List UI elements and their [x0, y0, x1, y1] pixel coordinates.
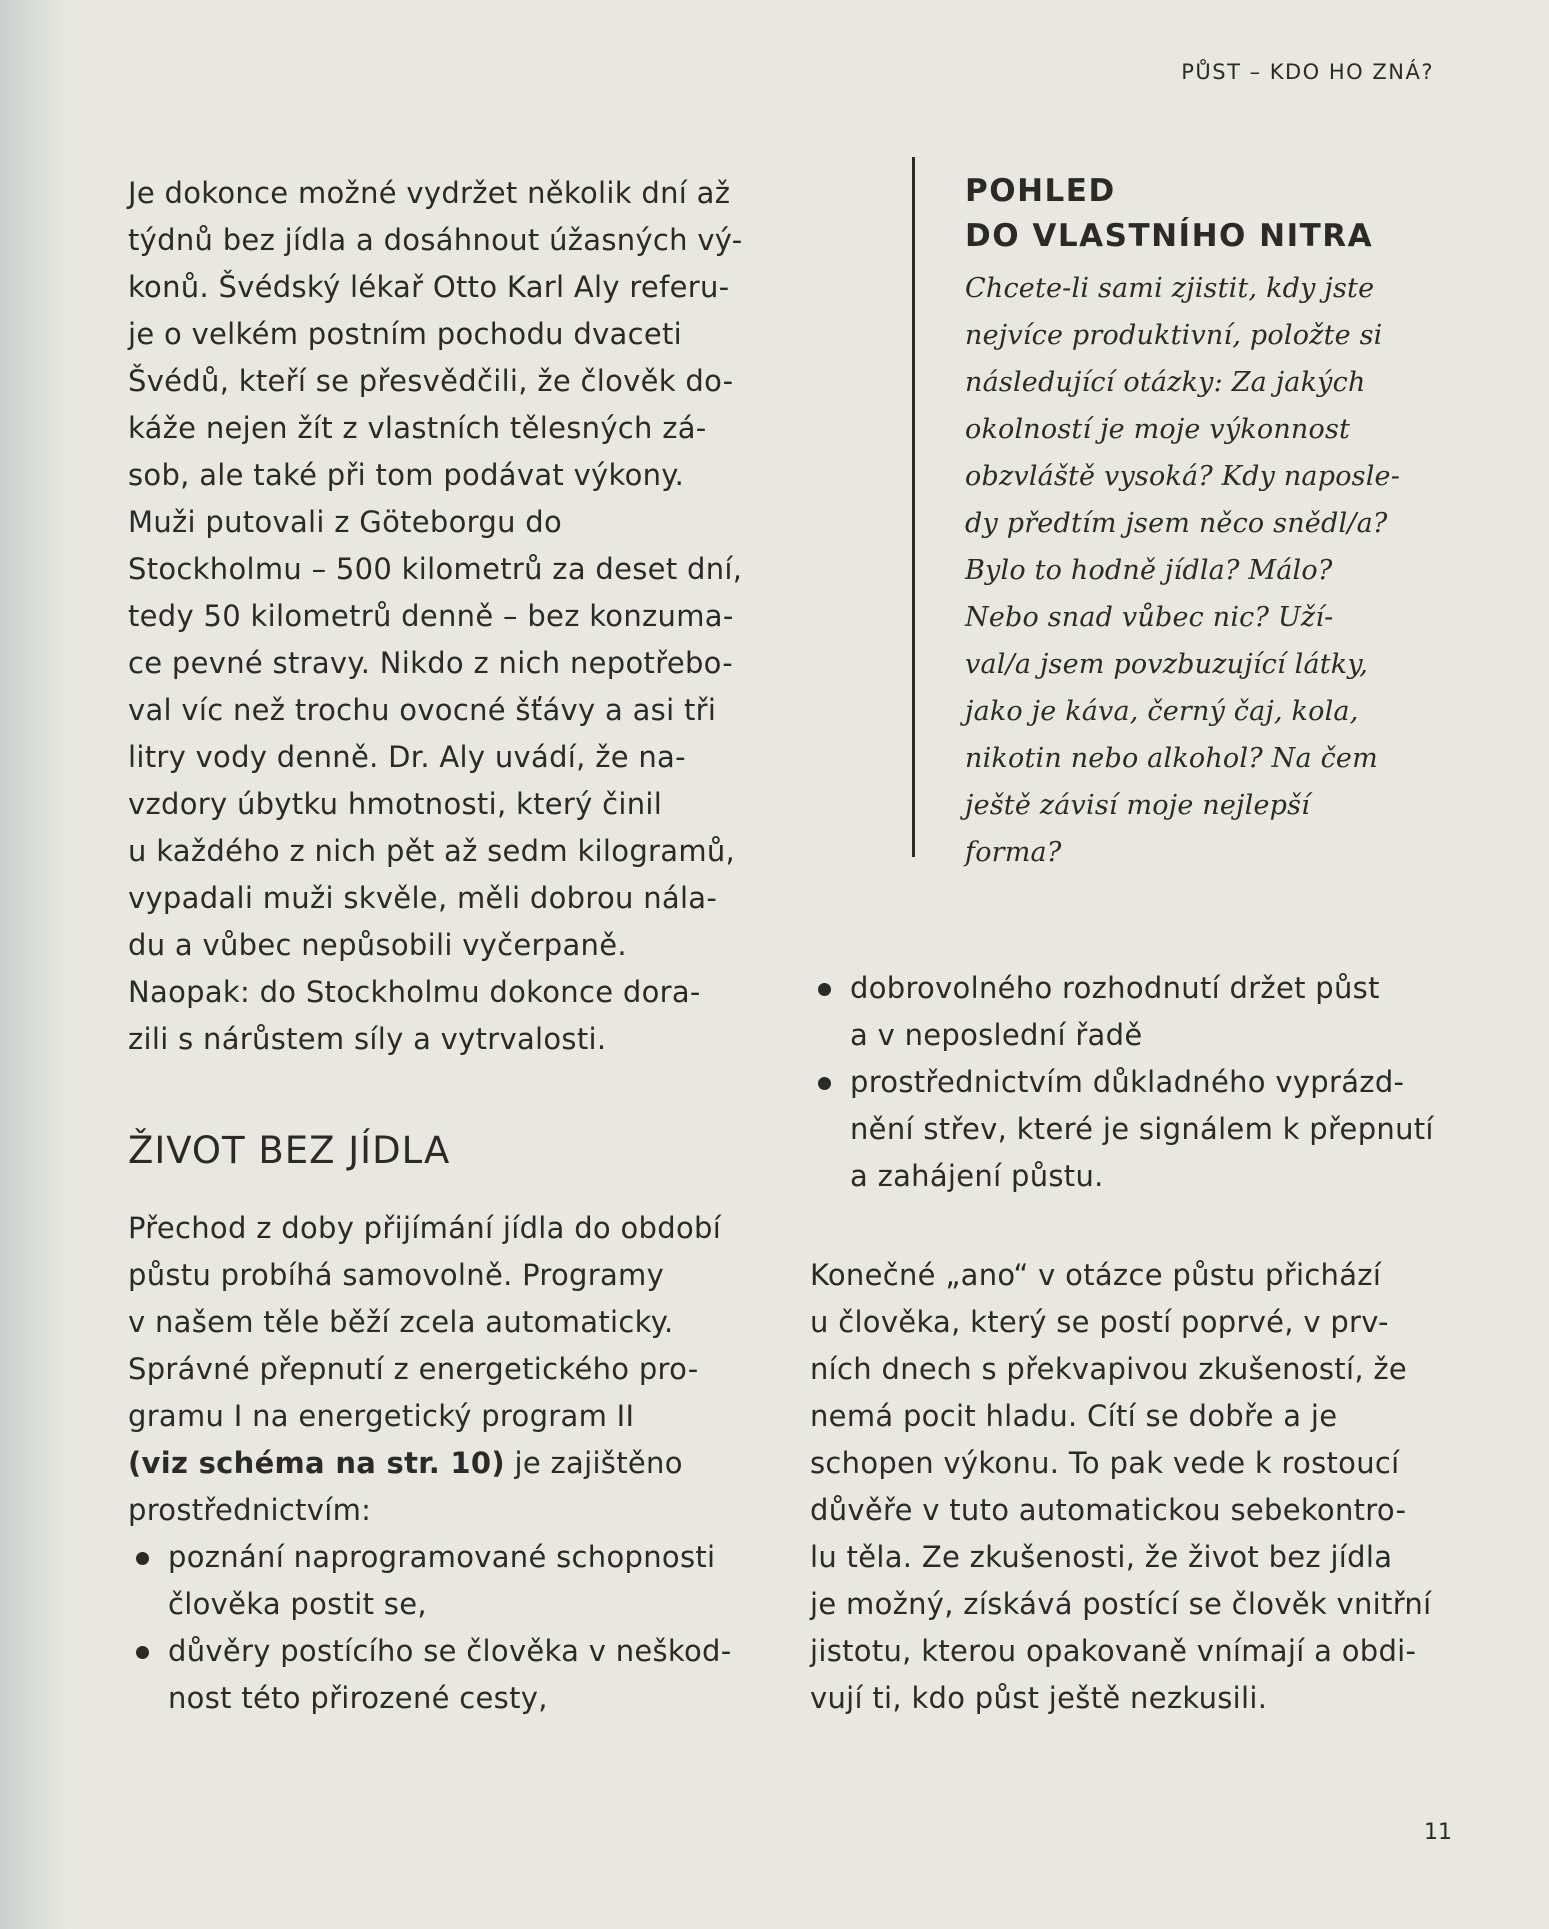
bullet-icon — [818, 983, 831, 996]
bullet-list-left — [128, 1534, 778, 1722]
section-heading: ŽIVOT BEZ JÍDLA — [128, 1129, 451, 1172]
list-item: poznání naprogramované schopnosti člověka postit se, — [128, 1534, 778, 1628]
list-item: důvěry postícího se člověka v neškod- nost této přirozené cesty, — [128, 1628, 778, 1722]
sidebar-title: POHLED DO VLASTNÍHO NITRA — [965, 173, 1374, 254]
bullet-icon — [136, 1552, 149, 1565]
running-head: PŮST – KDO HO ZNÁ? — [1181, 60, 1434, 84]
sidebar-text: Chcete-li sami zjistit, kdy jste nejvíce produktivní, položte si následující otázky: Za jakých okolností je moje výkonnost obzvláště vysoká? Kdy naposle- dy předtím jsem něco snědl/a? Bylo to hodně jídla? Málo? Nebo snad vůbec nic? Uží- val/a jsem povzbuzující látky, jako je káva, černý čaj, kola, nikotin nebo alkohol? Na čem ještě závisí moje nejlepší forma? — [965, 273, 1401, 868]
closing-paragraph: Konečné „ano“ v otázce půstu přichází u člověka, který se postí poprvé, v prv- ních dnech s překvapivou zkušeností, že nemá pocit hladu. Cítí se dobře a je schopen výkonu. To pak vede k rostoucí důvěře v tuto automatickou sebekontro- lu těla. Ze zkušenosti, že život bez jídla je možný, získává postící se člověk vnitřní jistotu, kterou opakovaně vnímají a obdi- vují ti, kdo půst ještě nezkusili. — [810, 1258, 1432, 1715]
bullet-icon — [818, 1077, 831, 1090]
list-item: dobrovolného rozhodnutí držet půst a v neposlední řadě — [810, 965, 1460, 1059]
section-paragraph: Přechod z doby přijímání jídla do období půstu probíhá samovolně. Programy v našem těle běží zcela automaticky. Správné přepnutí z energetického pro- gramu I na energetický program II (viz schéma na str. 10) je zajištěno prostřednictvím: — [128, 1211, 722, 1527]
list-item: prostřednictvím důkladného vyprázd- nění střev, které je signálem k přepnutí a zahájení půstu. — [810, 1059, 1460, 1200]
intro-paragraph: Je dokonce možné vydržet několik dní až týdnů bez jídla a dosáhnout úžasných vý- konů. Švédský lékař Otto Karl Aly referu- je o velkém postním pochodu dvaceti Švédů, kteří se přesvědčili, že člověk do- káže nejen žít z vlastních tělesných zá- sob, ale také při tom podávat výkony. Muži putovali z Göteborgu do Stockholmu – 500 kilometrů za deset dní, tedy 50 kilometrů denně – bez konzuma- ce pevné stravy. Nikdo z nich nepotřebo- val víc než trochu ovocné šťávy a asi tři litry vody denně. Dr. Aly uvádí, že na- vzdory úbytku hmotnosti, který činil u každého z nich pět až sedm kilogramů, vypadali muži skvěle, měli dobrou nála- du a vůbec nepůsobili vyčerpaně. Naopak: do Stockholmu dokonce dora- zili s nárůstem síly a vytrvalosti. — [128, 176, 743, 1056]
schema-reference: (viz schéma na str. 10) — [128, 1446, 505, 1480]
sidebar-box — [912, 157, 1401, 868]
bullet-icon — [136, 1646, 149, 1659]
left-column — [128, 170, 778, 1722]
page-number: 11 — [1424, 1820, 1452, 1845]
bullet-list-right — [810, 965, 1460, 1200]
right-column — [810, 965, 1460, 1722]
